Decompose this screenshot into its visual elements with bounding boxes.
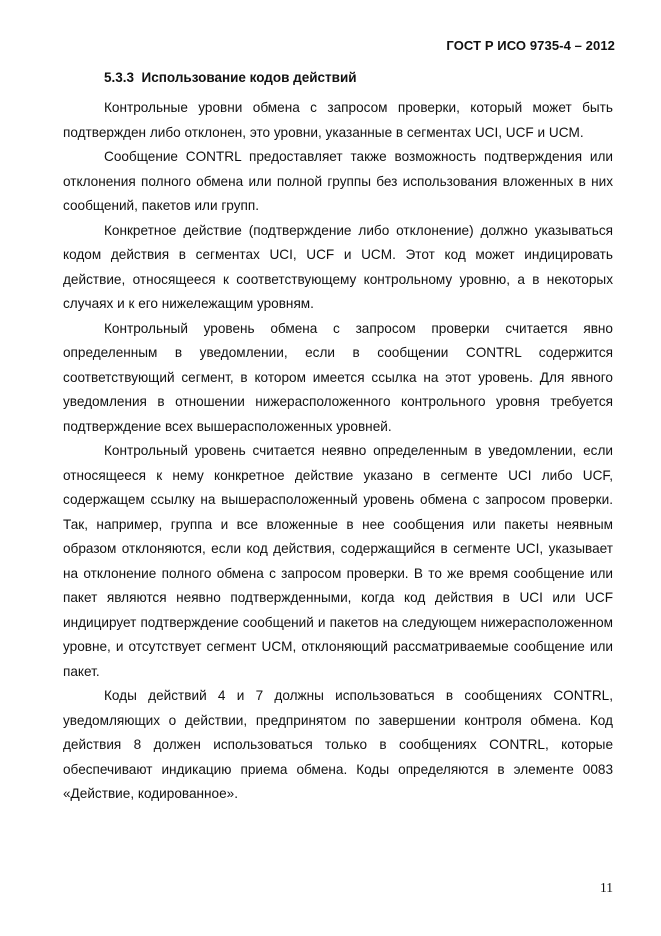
paragraph: Контрольный уровень считается неявно определенным в уведомлении, если относящееся к нему конкретное действие указано в сегменте UCI либо UCF, содержащем ссылку на вышерасположенный уровень обмена с запросом проверки. Так, например, группа и все вложенные в нее сообщения или пакеты неявным образом отклоняются, если код действия, содержащийся в сегменте UCI, указывает на отклонение полного обмена с запросом проверки. В то же время сообщение или пакет являются неявно подтвержденными, когда код действия в UCI или UCF индицирует подтверждение сообщений и пакетов на следующем нижерасположенном уровне, и отсутствует сегмент UCM, отклоняющий рассматриваемые сообщение или пакет. — [63, 443, 613, 679]
paragraph: Контрольные уровни обмена с запросом проверки, который может быть подтвержден либо отклонен, это уровни, указанные в сегментах UCI, UCF и UCM. — [63, 100, 613, 140]
paragraph: Коды действий 4 и 7 должны использоваться в сообщениях CONTRL, уведомляющих о действии, предпринятом по завершении контроля обмена. Код действия 8 должен использоваться только в сообщениях CONTRL, которые обеспечивают индикацию приема обмена. Коды определяются в элементе 0083 «Действие, кодированное». — [63, 688, 613, 801]
body-text — [63, 96, 613, 807]
document-header: ГОСТ Р ИСО 9735-4 – 2012 — [446, 38, 615, 53]
section-heading — [104, 70, 357, 85]
paragraph: Конкретное действие (подтверждение либо отклонение) должно указываться кодом действия в сегментах UCI, UCF и UCM. Этот код может индицировать действие, относящееся к соответствующему контрольному уровню, а в некоторых случаях и к его нижележащим уровням. — [63, 222, 613, 311]
section-number: 5.3.3 — [104, 70, 135, 85]
page-number: 11 — [600, 880, 613, 895]
paragraph: Контрольный уровень обмена с запросом проверки считается явно определенным в уведомлении, если в сообщении CONTRL содержится соответствующий сегмент, в котором имеется ссылка на этот уровень. Для явного уведомления в отношении нижерасположенного контрольного уровня требуется подтверждение всех вышерасположенных уровней. — [63, 320, 613, 434]
paragraph: Сообщение CONTRL предоставляет также возможность подтверждения или отклонения полного обмена или полной группы без использования вложенных в них сообщений, пакетов или групп. — [63, 149, 613, 213]
section-title: Использование кодов действий — [141, 70, 357, 85]
